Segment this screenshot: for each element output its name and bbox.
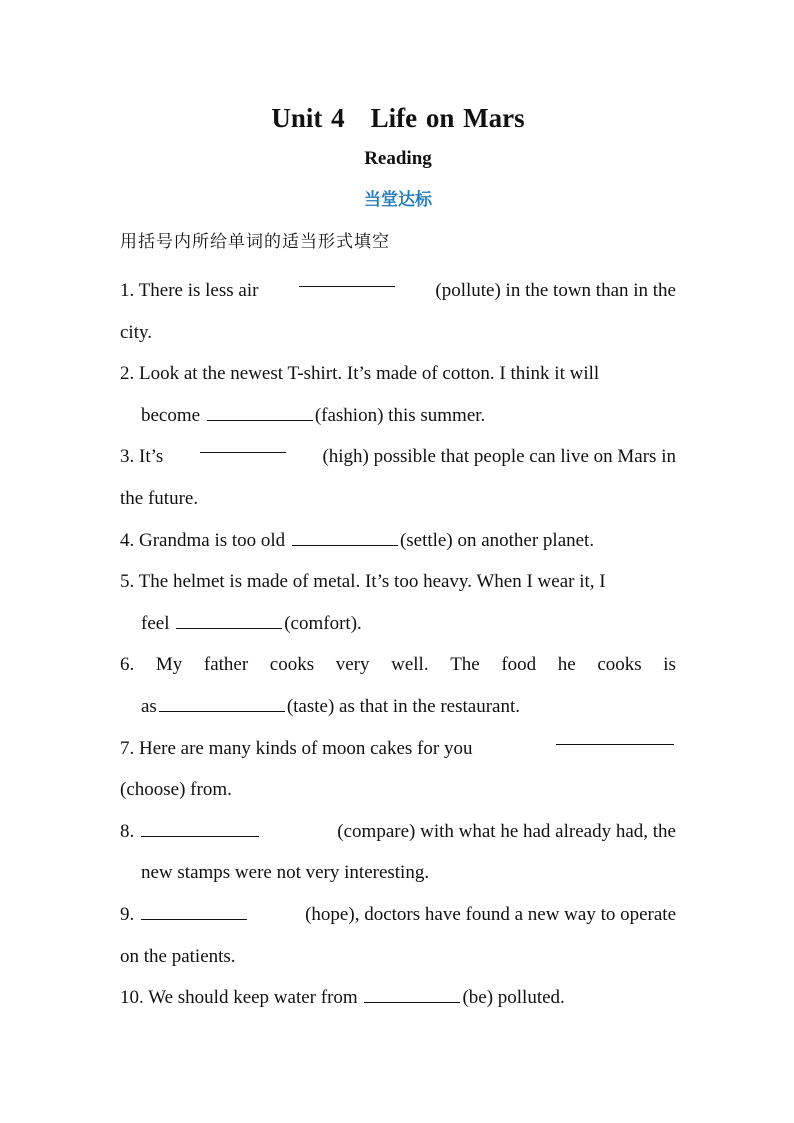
exercise-list (120, 270, 676, 1019)
exercise-item-2: 2. Look at the newest T-shirt. It’s made of cotton. I think it will become (fashion) this summer. (120, 363, 600, 426)
answer-blank[interactable] (159, 695, 285, 712)
exercise-item-5: 5. The helmet is made of metal. It’s too heavy. When I wear it, I feel (comfort). (120, 571, 606, 634)
answer-blank[interactable] (292, 529, 398, 546)
unit-name: Life on Mars (370, 103, 525, 133)
section-heading: 当堂达标 (364, 190, 432, 210)
exercise-item-1: 1. There is less air (pollute) in the town than in the city. (120, 270, 676, 353)
exercise-item-7: 7. Here are many kinds of moon cakes for you (choose) from. (120, 728, 676, 811)
exercise-item-3: 3. It’s (high) possible that people can live on Mars in the future. (120, 436, 676, 519)
answer-blank[interactable] (207, 404, 313, 421)
exercise-item-8: 8. (compare) with what he had already had, the new stamps were not very interesting. (120, 820, 676, 884)
answer-blank[interactable] (556, 728, 674, 745)
page-title (120, 100, 676, 136)
exercise-item-4: 4. Grandma is too old (settle) on another planet. (120, 529, 595, 551)
answer-blank[interactable] (299, 270, 395, 287)
exercise-item-6: 6. My father cooks very well. The food he cooks is as (taste) as that in the restaurant. (120, 654, 676, 717)
answer-blank[interactable] (141, 820, 259, 837)
answer-blank[interactable] (141, 903, 247, 920)
unit-number: Unit 4 (271, 103, 345, 133)
instruction-text: 用括号内所给单词的适当形式填空 (120, 232, 390, 252)
answer-blank[interactable] (200, 436, 286, 453)
exercise-item-10: 10. We should keep water from (be) polluted. (120, 987, 565, 1009)
page-subtitle: Reading (364, 148, 432, 169)
answer-blank[interactable] (176, 612, 282, 629)
answer-blank[interactable] (364, 986, 460, 1003)
exercise-item-9: 9. (hope), doctors have found a new way to operate on the patients. (120, 903, 676, 967)
